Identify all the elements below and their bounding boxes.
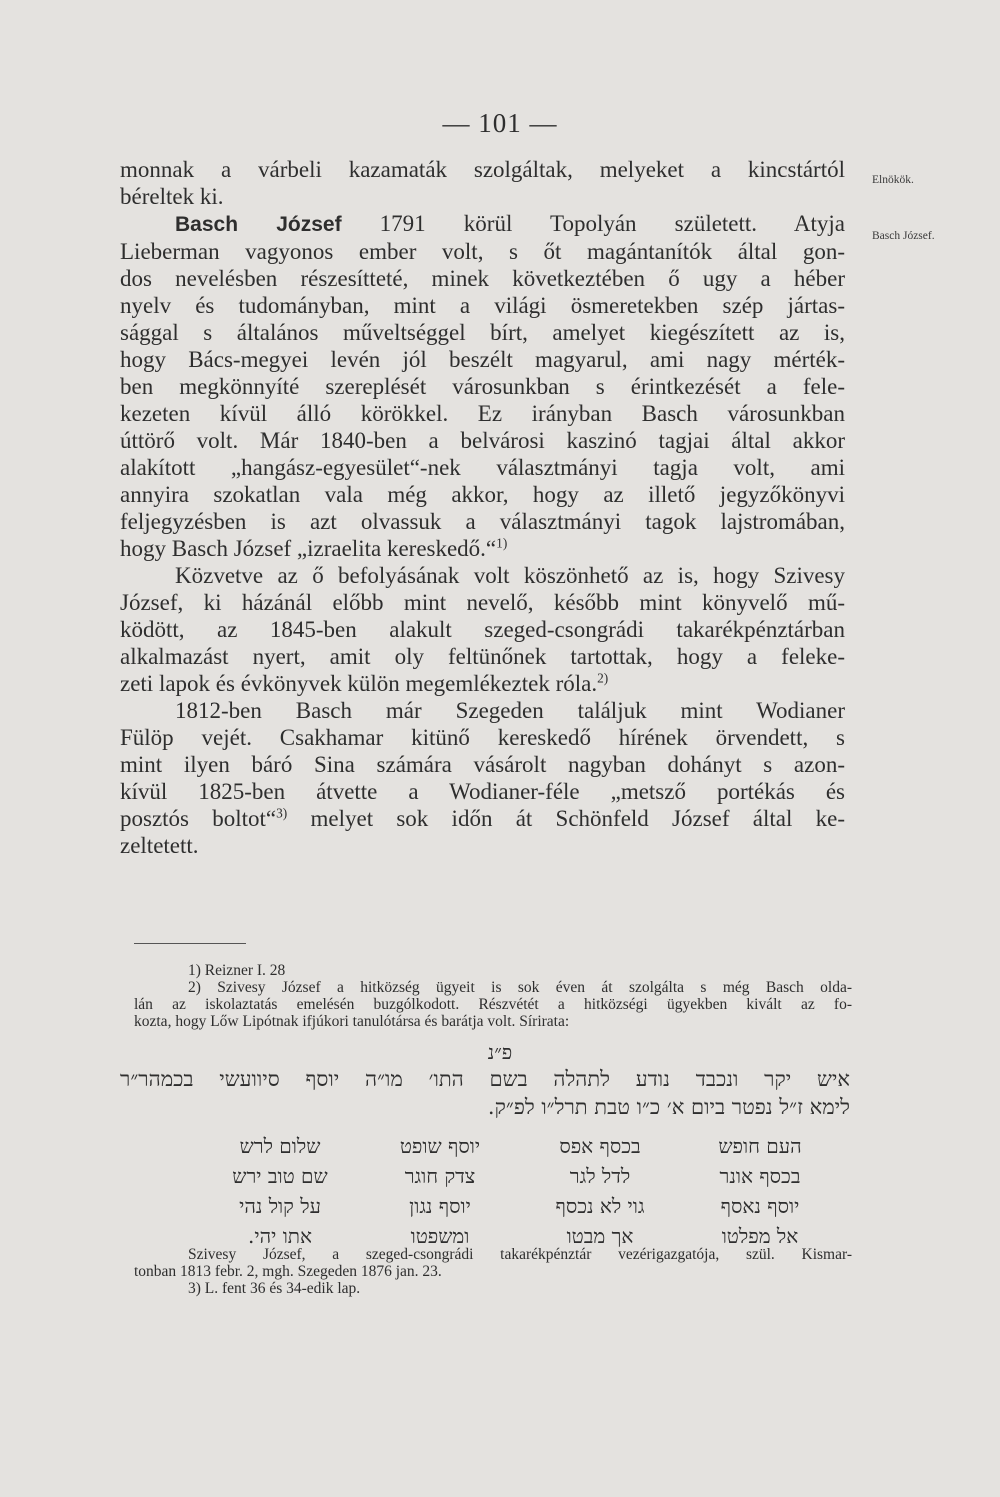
text-line: mint ilyen báró Sina számára vásárolt nagyban dohányt s azon- [120, 752, 845, 777]
footnote-line: lán az iskolaztatás emelésén buzgólkodott. Részvétét a hitközségi ügyekben kivált az fo- [134, 996, 852, 1013]
epitaph-caption [134, 1246, 852, 1297]
epitaph-verse: העם חופש [718, 1134, 802, 1158]
text-line: posztós boltot“$^{3)}$ melyet sok időn át Schönfeld József által ke- [120, 805, 845, 831]
caption-line: tonban 1813 febr. 2, mgh. Szegeden 1876 jan. 23. [134, 1263, 442, 1280]
text-line: zeltetett. [120, 833, 199, 858]
text-line: hogy Bács-megyei levén jól beszélt magyarul, ami nagy mérték- [120, 347, 845, 372]
footnote-ref-2: 2) [597, 670, 609, 686]
text-line: hogy Basch József „izraelita kereskedő.“$^{1)}$ [120, 535, 508, 561]
epitaph-abbreviation: פ״נ [487, 1040, 513, 1064]
text-line: ben megkönnyíté szereplését városunkban s érintkezését a fele- [120, 374, 845, 399]
epitaph-verse: שלום לרש [239, 1134, 321, 1158]
footnote-1: 1) Reizner I. 28 [188, 962, 286, 979]
text-line: monnak a várbeli kazamaták szolgáltak, melyeket a kincstártól [120, 157, 845, 182]
text-line: kívül 1825-ben átvette a Wodianer-féle „metsző portékás és [120, 779, 845, 804]
text-line: úttörő volt. Már 1840-ben a belvárosi kaszinó tagjai által akkor [120, 428, 845, 453]
text-line: kezeten kívül álló körökkel. Ez irányban Basch városunkban [120, 401, 845, 426]
text-line: ködött, az 1845-ben alakult szeged-csongrádi takarékpénztárban [120, 617, 845, 642]
epitaph-line: איש יקר ונכבד נודע לתהלה בשם התו׳ מו״ה יוסף סיוועשי בכמהר״ר [120, 1067, 850, 1091]
text-line: alkalmazást nyert, amit oly feltünőnek tartottak, hogy a feleke- [120, 644, 845, 669]
footnote-2: 2) Szivesy József a hitközség ügyeit is sok éven át szolgálta s még Basch olda- [188, 979, 852, 996]
page-number: — 101 — [442, 108, 558, 138]
text-line: zeti lapok és évkönyvek külön megemlékeztek róla.$^{2)}$ [120, 670, 609, 696]
caption-line: Szivesy József, a szeged-csongrádi takarékpénztár vezérigazgatója, szül. Kismar- [188, 1246, 852, 1263]
epitaph-verse: על קול נהי [239, 1194, 321, 1218]
footnotes [134, 962, 852, 1030]
epitaph-verse: שם טוב ירש [232, 1164, 328, 1188]
epitaph-verse: גוי לא נכסף [555, 1194, 645, 1218]
text-line: Lieberman vagyonos ember volt, s őt magántanítók által gon- [120, 239, 845, 264]
person-name-basch: Basch József [175, 213, 342, 236]
epitaph-verse: בכסף אונר [719, 1164, 801, 1188]
epitaph-verse: אל מפלטו [721, 1224, 799, 1248]
epitaph-verse: יוסף נגון [409, 1194, 471, 1218]
text-line: József, ki házánál előbb mint nevelő, később mint könyvelő mű- [120, 590, 845, 615]
text-line: nyelv és tudományban, mint a világi ösmeretekben szép jártas- [120, 293, 845, 318]
footnote-line: kozta, hogy Lőw Lipótnak ifjúkori tanulótársa és barátja volt. Sírirata: [134, 1013, 570, 1030]
text-line: béreltek ki. [120, 184, 224, 209]
text-line: Közvetve az ő befolyásának volt köszönhető az is, hogy Szivesy [175, 563, 845, 588]
epitaph-verse: אתו יהי. [247, 1224, 313, 1248]
epitaph-verse: בכסף אפס [559, 1134, 641, 1158]
footnote-3: 3) L. fent 36 és 34-edik lap. [188, 1280, 361, 1297]
text-line: dos nevelésben részesítteté, minek következtében ő ugy a héber [120, 266, 845, 291]
footnote-divider [134, 943, 246, 944]
text-line: feljegyzésben is azt olvassuk a választmányi tagok lajstromában, [120, 509, 845, 534]
text-line: sággal s általános műveltséggel bírt, amelyet kiegészített az is, [120, 320, 845, 345]
text-line: Fülöp vejét. Csakhamar kitünő kereskedő hírének örvendett, s [120, 725, 845, 750]
footnote-ref-3: 3) [276, 805, 288, 821]
text-line: alakított „hangász-egyesület“-nek választmányi tagja volt, ami [120, 455, 845, 480]
epitaph-verse: יוסף שופט [399, 1134, 481, 1158]
text-line: annyira szokatlan vala még akkor, hogy az illető jegyzőkönyvi [120, 482, 845, 507]
epitaph-line: לימא ז״ל נפטר ביום א׳ כ״ו טבת תרל״ו לפ״ק. [487, 1095, 850, 1119]
epitaph-verse: אך מבטו [566, 1224, 634, 1248]
text-line: 1812-ben Basch már Szegeden találjuk mint Wodianer [175, 698, 845, 723]
epitaph-verse: יוסף נאסף [720, 1194, 800, 1218]
epitaph-verse: לדל לגר [569, 1164, 631, 1188]
margin-note-basch-jozsef: Basch József. [872, 230, 935, 242]
epitaph-poem [200, 1133, 840, 1249]
text-line: Basch József 1791 körül Topolyán született. Atyja [175, 211, 845, 236]
epitaph-verse: ומשפטו [410, 1224, 470, 1248]
epitaph-verse: צדק חוגר [404, 1164, 476, 1188]
margin-note-elnokok: Elnökök. [872, 174, 914, 186]
footnote-ref-1: 1) [496, 535, 508, 551]
main-text [120, 156, 845, 859]
